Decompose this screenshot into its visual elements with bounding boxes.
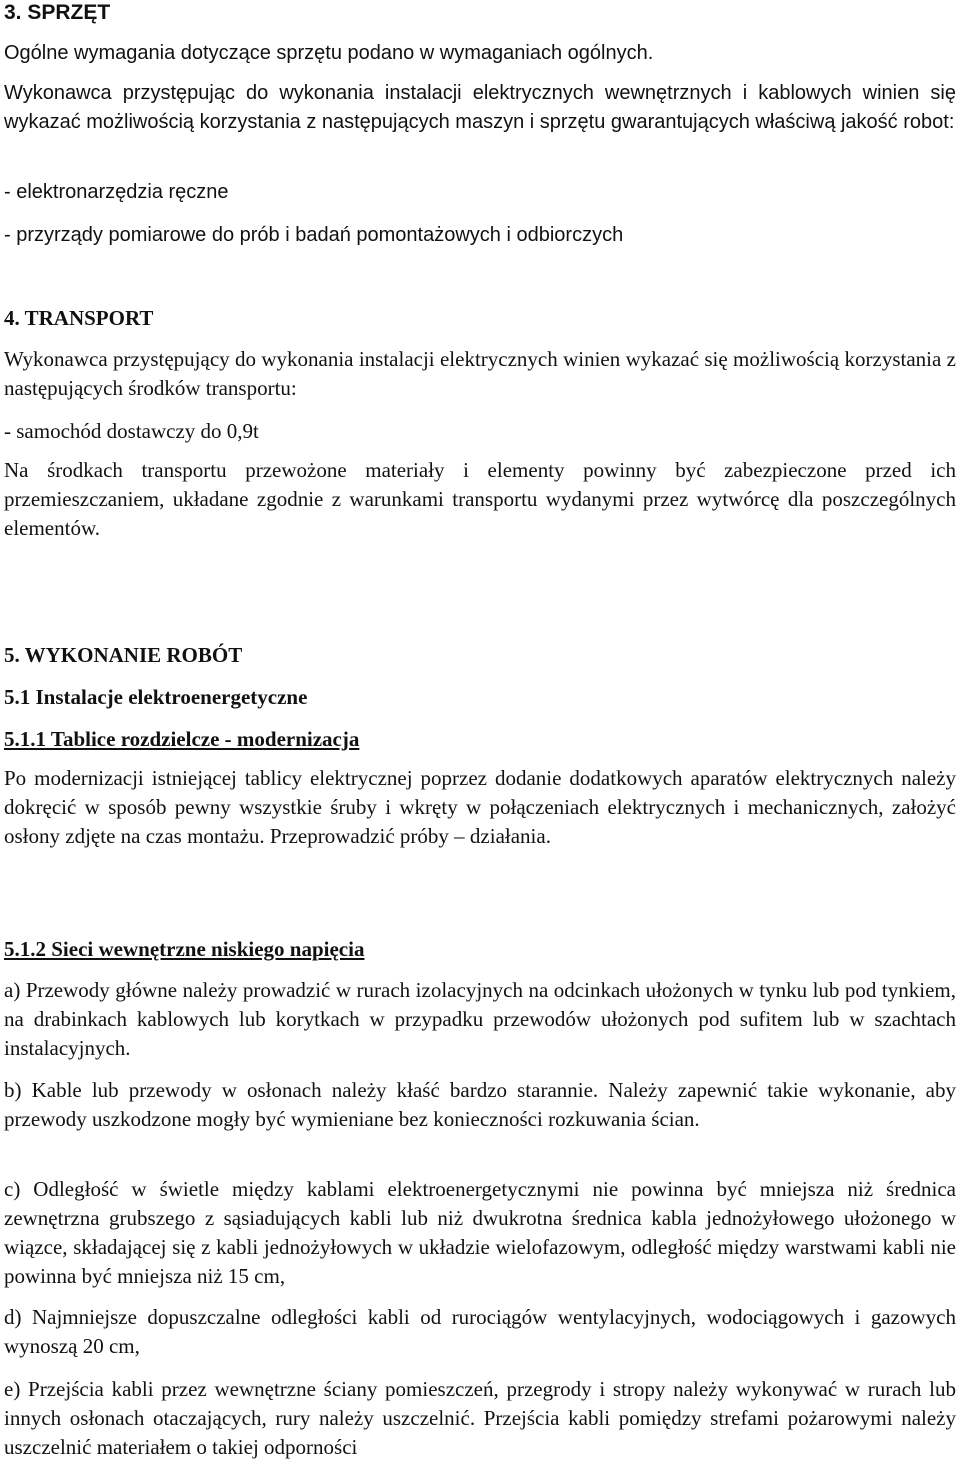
section-5-heading: 5. WYKONANIE ROBÓT [4,643,243,667]
section-5-1-1-paragraph: Po modernizacji istniejącej tablicy elektrycznej poprzez dodanie dodatkowych aparatów elektrycznych należy dokręcić w sposób pewny wszystkie śruby i wkręty w połączeniach elektrycznych i mechanicznych, założyć osłony zdjęte na czas montażu. Przeprowadzić próby – działania. [4,766,956,848]
section-4-item-vehicle: - samochód dostawczy do 0,9t [4,419,259,443]
section-3-intro: Ogólne wymagania dotyczące sprzętu podano w wymaganiach ogólnych. [4,42,654,64]
section-4-paragraph-2: Na środkach transportu przewożone materiały i elementy powinny być zabezpieczone przed ich przemieszczaniem, układane zgodnie z warunkami transportu wydanymi przez wytwórcę dla poszczególnych elementów. [4,458,956,540]
section-4-paragraph-1: Wykonawca przystępujący do wykonania instalacji elektrycznych winien wykazać się możliwością korzystania z następujących środków transportu: [4,347,956,400]
paragraph-a: a) Przewody główne należy prowadzić w rurach izolacyjnych na odcinkach ułożonych w tynku lub pod tynkiem, na drabinkach kablowych lub korytkach w przypadku przewodów ułożonych pod sufitem lub w szachtach instalacyjnych. [4,978,956,1060]
section-3-paragraph: Wykonawca przystępując do wykonania instalacji elektrycznych wewnętrznych i kablowych winien się wykazać możliwością korzystania z następujących maszyn i sprzętu gwarantujących właściwą jakość robot: [4,82,956,133]
section-5-1-1-heading: 5.1.1 Tablice rozdzielcze - modernizacja [4,727,360,751]
paragraph-d: d) Najmniejsze dopuszczalne odległości kabli od rurociągów wentylacyjnych, wodociągowych i gazowych wynoszą 20 cm, [4,1305,956,1358]
section-5-1-2-heading: 5.1.2 Sieci wewnętrzne niskiego napięcia [4,937,365,961]
section-3-item-instruments: - przyrządy pomiarowe do prób i badań pomontażowych i odbiorczych [4,224,624,246]
paragraph-e: e) Przejścia kabli przez wewnętrzne ściany pomieszczeń, przegrody i stropy należy wykonywać w rurach lub innych osłonach otaczających, rury należy uszczelnić. Przejścia kabli pomiędzy strefami pożarowymi należy uszczelnić materiałem o takiej odporności [4,1377,956,1459]
section-3-item-tools: - elektronarzędzia ręczne [4,181,229,203]
paragraph-b: b) Kable lub przewody w osłonach należy kłaść bardzo starannie. Należy zapewnić takie wykonanie, aby przewody uszkodzone mogły być wymieniane bez konieczności rozkuwania ścian. [4,1078,956,1131]
section-4-heading: 4. TRANSPORT [4,306,154,330]
section-5-1-heading: 5.1 Instalacje elektroenergetyczne [4,685,308,709]
paragraph-c: c) Odległość w świetle między kablami elektroenergetycznymi nie powinna być mniejsza niż średnica zewnętrzna grubszego z sąsiadujących kabli lub niż dwukrotna średnica kabla jednożyłowego ułożonego w wiązce, składającej się z kabli jednożyłowych w układzie wielofazowym, odległość między warstwami kabli nie powinna być mniejsza niż 15 cm, [4,1177,956,1288]
section-3-heading: 3. SPRZĘT [4,1,111,24]
